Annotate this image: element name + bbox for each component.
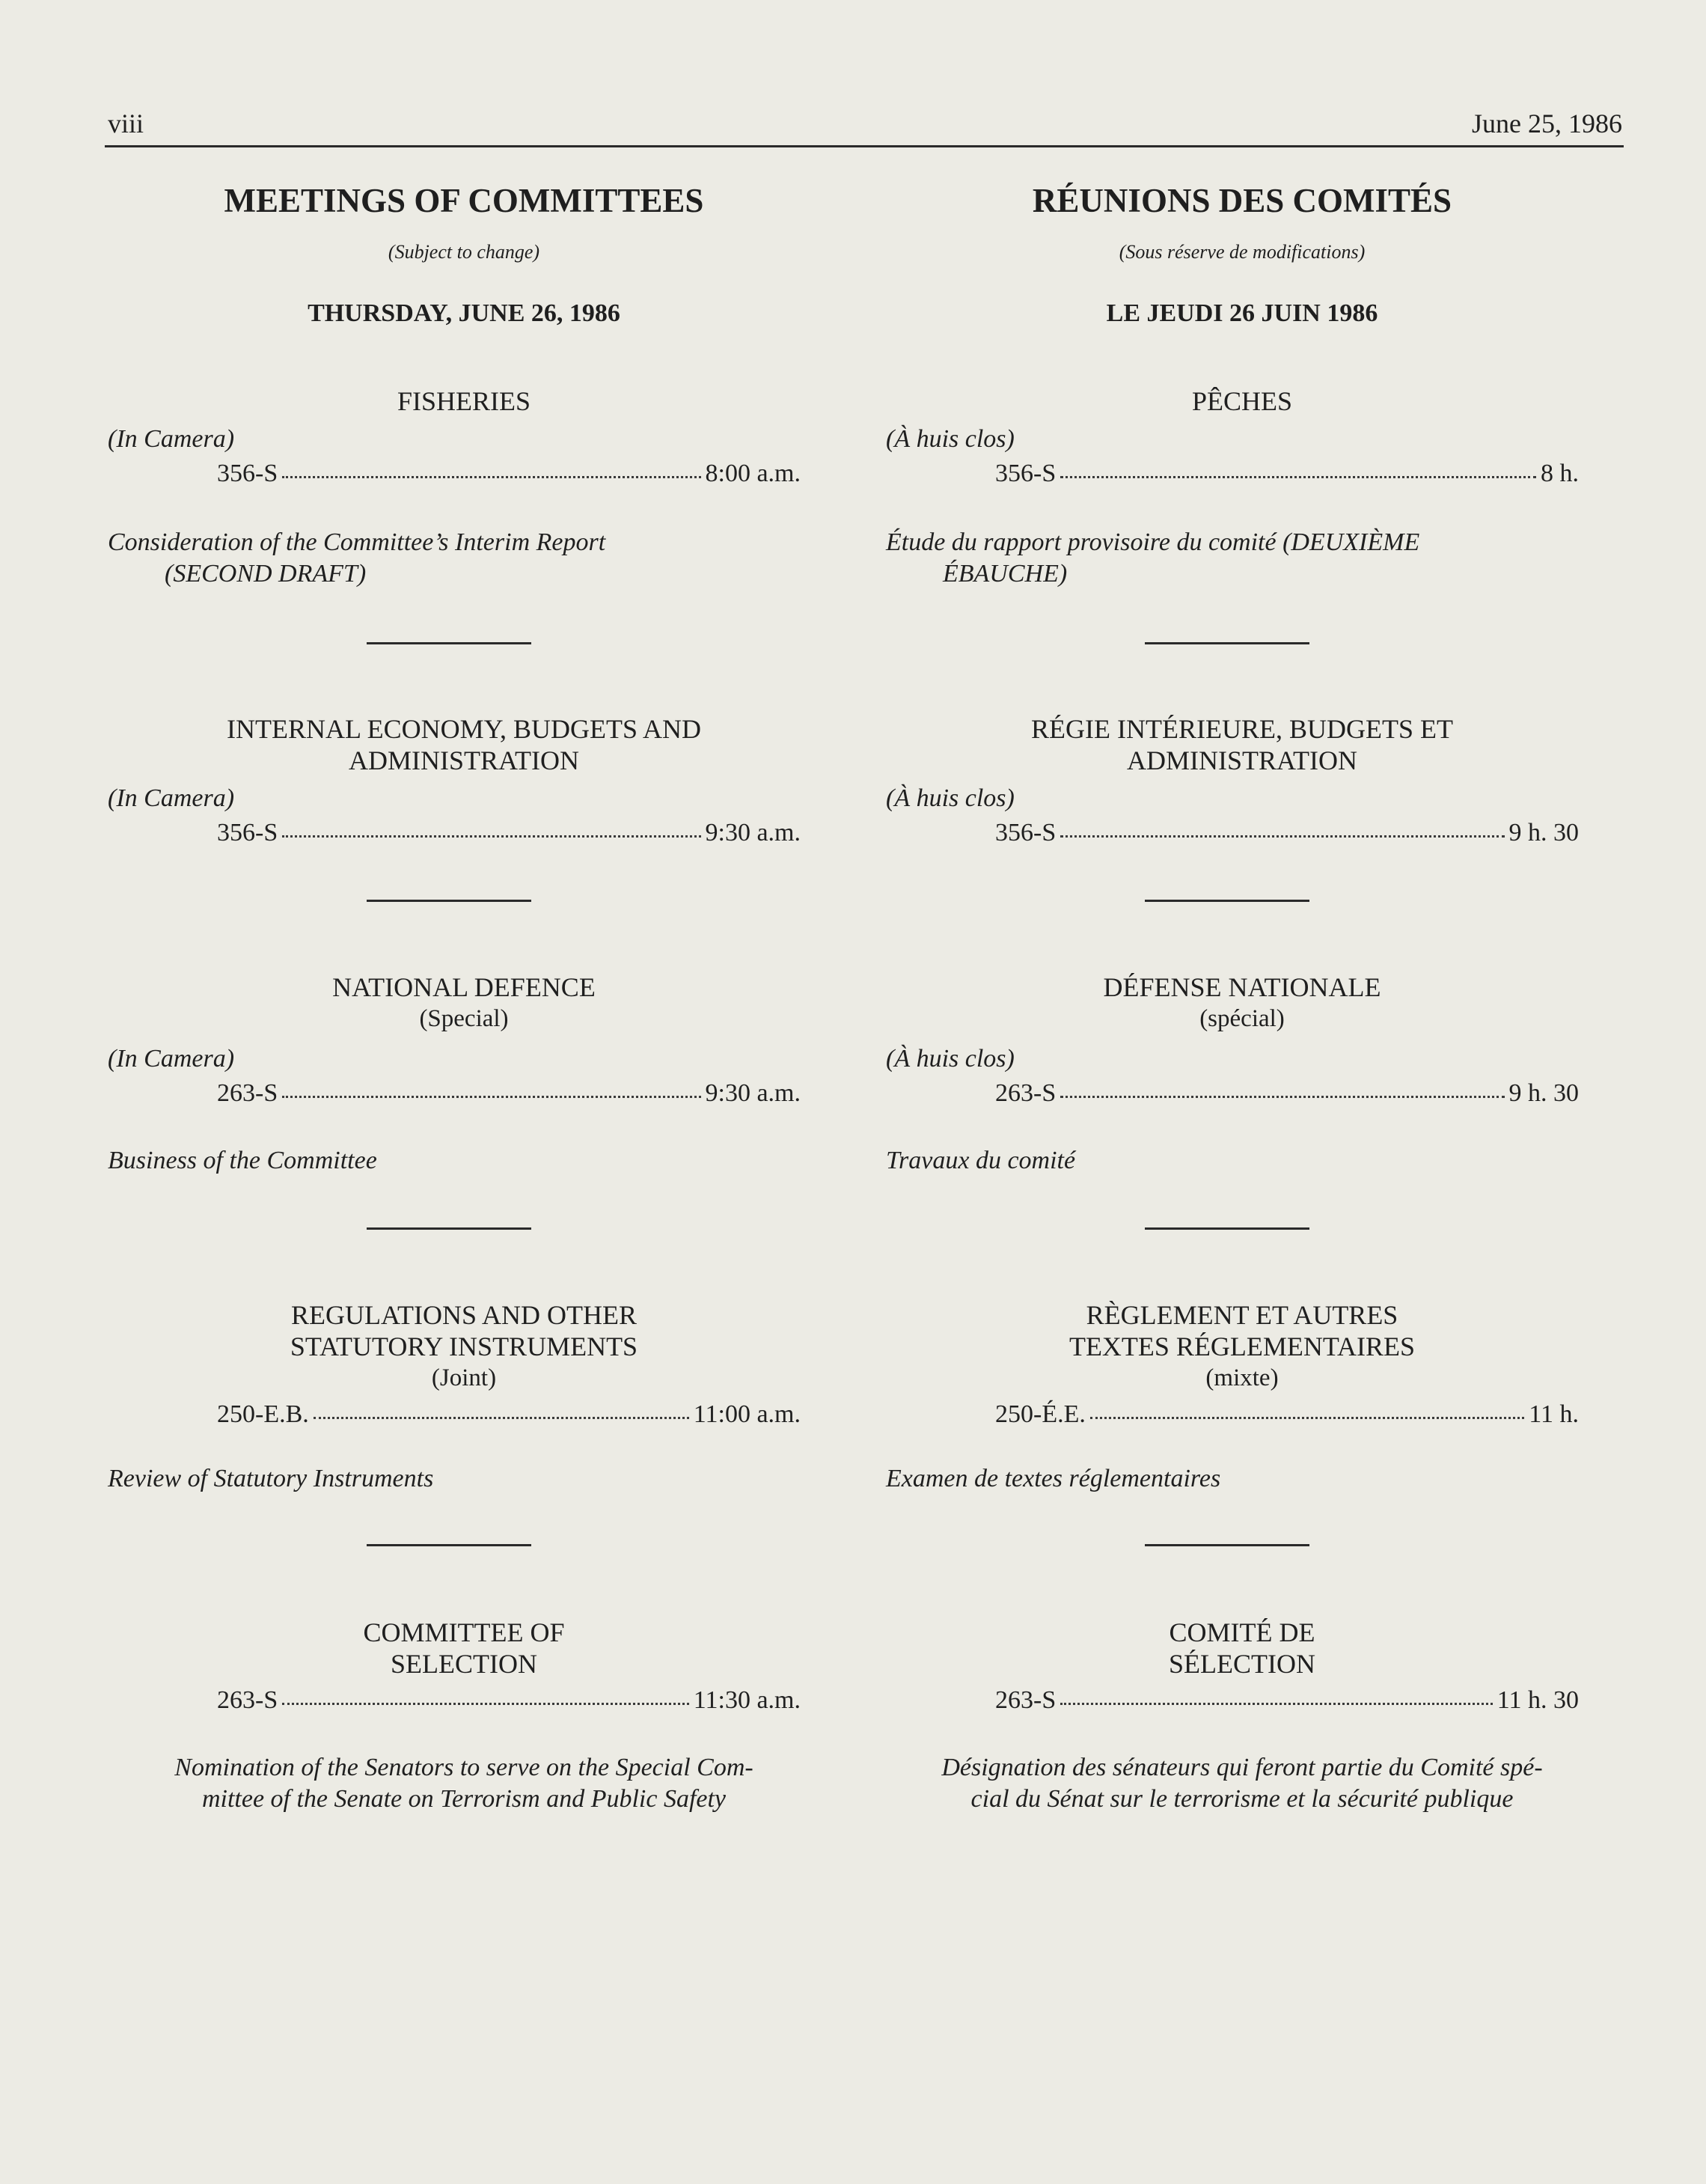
- room: 356-S: [995, 460, 1057, 487]
- divider: [367, 642, 531, 644]
- committee-name-national-defence: NATIONAL DEFENCE: [332, 972, 596, 1002]
- dot-leader: [282, 476, 700, 478]
- committee-name-line-1: REGULATIONS AND OTHER: [291, 1300, 637, 1330]
- divider: [367, 1544, 531, 1546]
- meeting-entry: [995, 1686, 1579, 1715]
- committee-type: (Joint): [431, 1364, 497, 1391]
- agenda-line-2: mittee of the Senate on Terrorism and Public Safety: [201, 1785, 727, 1813]
- time: 8 h.: [1541, 460, 1579, 487]
- section-title: MEETINGS OF COMMITTEES: [224, 182, 704, 219]
- dot-leader: [1090, 1417, 1524, 1419]
- agenda-item: Examen de textes réglementaires: [886, 1465, 1221, 1492]
- room: 263-S: [995, 1686, 1057, 1714]
- page-date: June 25, 1986: [1472, 109, 1622, 138]
- committee-name-line-1: INTERNAL ECONOMY, BUDGETS AND: [226, 714, 701, 744]
- in-camera-note: (À huis clos): [886, 1045, 1015, 1073]
- committee-name-line-2: ADMINISTRATION: [1127, 745, 1357, 775]
- meeting-entry: [217, 1686, 801, 1715]
- meeting-entry: [995, 1400, 1579, 1429]
- agenda-item: Business of the Committee: [108, 1147, 377, 1174]
- committee-type: (Special): [419, 1005, 509, 1032]
- committee-name-line-1: COMITÉ DE: [1169, 1617, 1315, 1647]
- time: 11 h. 30: [1496, 1686, 1579, 1714]
- room: 250-E.B.: [217, 1400, 309, 1428]
- meeting-entry: [995, 1079, 1579, 1108]
- section-subtitle: (Sous réserve de modifications): [1119, 241, 1366, 263]
- dot-leader: [1060, 1096, 1504, 1098]
- agenda-line-1: Nomination of the Senators to serve on the Special Com-: [174, 1754, 753, 1781]
- time: 11:30 a.m.: [693, 1686, 801, 1714]
- time: 11 h.: [1529, 1400, 1579, 1428]
- in-camera-note: (In Camera): [108, 425, 235, 453]
- agenda-item: Review of Statutory Instruments: [108, 1465, 434, 1492]
- room: 356-S: [217, 460, 278, 487]
- room: 263-S: [217, 1079, 278, 1107]
- committee-name-line-2: ADMINISTRATION: [349, 745, 579, 775]
- divider: [367, 1227, 531, 1230]
- committee-name-line-2: SELECTION: [391, 1649, 537, 1679]
- room: 250-É.E.: [995, 1400, 1086, 1428]
- committee-name-line-1: RÉGIE INTÉRIEURE, BUDGETS ET: [1031, 714, 1453, 744]
- dot-leader: [314, 1417, 689, 1419]
- room: 263-S: [217, 1686, 278, 1714]
- meeting-day: THURSDAY, JUNE 26, 1986: [308, 299, 620, 327]
- dot-leader: [1060, 476, 1536, 478]
- agenda-line-1: Désignation des sénateurs qui feront partie du Comité spé-: [941, 1754, 1543, 1781]
- divider: [1145, 900, 1309, 902]
- in-camera-note: (In Camera): [108, 784, 235, 812]
- in-camera-note: (In Camera): [108, 1045, 235, 1073]
- room: 263-S: [995, 1079, 1057, 1107]
- committee-type: (mixte): [1205, 1364, 1279, 1391]
- agenda-line-1: Consideration of the Committee’s Interim Report: [108, 528, 606, 556]
- time: 9 h. 30: [1508, 819, 1579, 847]
- committee-name-line-2: SÉLECTION: [1169, 1649, 1315, 1679]
- agenda-line-2: cial du Sénat sur le terrorisme et la sécurité publique: [970, 1785, 1514, 1813]
- time: 9:30 a.m.: [705, 819, 801, 847]
- committee-name-line-2: TEXTES RÉGLEMENTAIRES: [1068, 1332, 1416, 1361]
- committee-name-line-1: RÈGLEMENT ET AUTRES: [1086, 1300, 1398, 1330]
- room: 356-S: [217, 819, 278, 847]
- agenda-line-2: ÉBAUCHE): [943, 560, 1068, 588]
- page-header: [105, 106, 1624, 147]
- meeting-entry: [217, 460, 801, 488]
- dot-leader: [1060, 835, 1504, 838]
- committee-name-line-1: COMMITTEE OF: [363, 1617, 565, 1647]
- committee-name-peches: PÊCHES: [1191, 386, 1293, 416]
- section-title: RÉUNIONS DES COMITÉS: [1032, 182, 1452, 219]
- meeting-day: LE JEUDI 26 JUIN 1986: [1106, 299, 1378, 327]
- dot-leader: [1060, 1703, 1493, 1705]
- dot-leader: [282, 1096, 700, 1098]
- committee-name-fisheries: FISHERIES: [397, 386, 531, 416]
- committee-type: (spécial): [1199, 1005, 1285, 1032]
- meeting-entry: [995, 460, 1579, 488]
- agenda-line-2: (SECOND DRAFT): [165, 560, 367, 588]
- dot-leader: [282, 835, 700, 838]
- time: 11:00 a.m.: [693, 1400, 801, 1428]
- divider: [1145, 1544, 1309, 1546]
- committee-name-defense-nationale: DÉFENSE NATIONALE: [1103, 972, 1381, 1002]
- meeting-entry: [995, 819, 1579, 847]
- dot-leader: [282, 1703, 689, 1705]
- divider: [367, 900, 531, 902]
- time: 9:30 a.m.: [705, 1079, 801, 1107]
- time: 8:00 a.m.: [705, 460, 801, 487]
- committee-name-line-2: STATUTORY INSTRUMENTS: [290, 1332, 638, 1361]
- agenda-item: Travaux du comité: [886, 1147, 1076, 1174]
- meeting-entry: [217, 1079, 801, 1108]
- divider: [1145, 642, 1309, 644]
- agenda-line-1: Étude du rapport provisoire du comité (DEUXIÈME: [886, 528, 1420, 556]
- meeting-entry: [217, 819, 801, 847]
- room: 356-S: [995, 819, 1057, 847]
- page-number: viii: [108, 109, 144, 138]
- in-camera-note: (À huis clos): [886, 425, 1015, 453]
- meeting-entry: [217, 1400, 801, 1429]
- in-camera-note: (À huis clos): [886, 784, 1015, 812]
- time: 9 h. 30: [1508, 1079, 1579, 1107]
- section-subtitle: (Subject to change): [388, 241, 540, 263]
- divider: [1145, 1227, 1309, 1230]
